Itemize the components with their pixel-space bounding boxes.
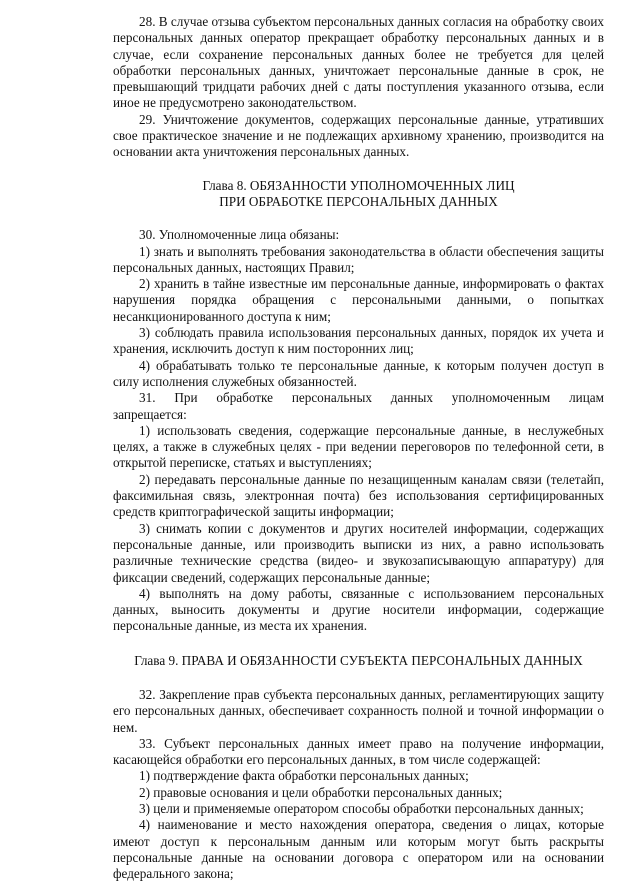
chapter-9-heading: Глава 9. ПРАВА И ОБЯЗАННОСТИ СУБЪЕКТА ПЕРСОНАЛЬНЫХ ДАННЫХ [134, 652, 583, 668]
spacer [113, 210, 604, 227]
paragraph-30-item-3: 3) соблюдать правила использования персональных данных, порядок их учета и хранения, исключить доступ к ним посторонних лиц; [113, 325, 604, 357]
chapter-8-heading-line-1: Глава 8. ОБЯЗАННОСТИ УПОЛНОМОЧЕННЫХ ЛИЦ [202, 177, 515, 193]
paragraph-28: 28. В случае отзыва субъектом персональных данных согласия на обработку своих персональных данных оператор прекращает обработку персональных данных и в случае, если сохранение персональных данных более не требуется для целей обработки персональных данных, уничтожает персональные данные в срок, не превышающий тридцати рабочих дней с даты поступления указанного отзыва, если иное не предусмотрено законодательством. [113, 14, 605, 111]
paragraph-29: 29. Уничтожение документов, содержащих персональные данные, утративших свое практическое значение и не подлежащих архивному хранению, производится на основании акта уничтожения персональных данных. [113, 111, 604, 160]
paragraph-33-item-3: 3) цели и применяемые оператором способы обработки персональных данных; [139, 801, 584, 817]
paragraph-32: 32. Закрепление прав субъекта персональных данных, регламентирующих защиту его персональных данных, обеспечивает сохранность полной и точной информации о нем. [113, 686, 604, 735]
paragraph-31-line-1: 31. При обработке персональных данных уполномоченным лицам [139, 390, 604, 406]
chapter-8-heading-line-2: ПРИ ОБРАБОТКЕ ПЕРСОНАЛЬНЫХ ДАННЫХ [219, 193, 498, 209]
spacer [113, 669, 604, 687]
paragraph-31-item-1: 1) использовать сведения, содержащие персональные данные, в неслужебных целях, а также в служебных целях - при ведении переговоров по телефонной сети, в открытой переписке, статьях и выступлениях; [113, 422, 604, 471]
paragraph-30-item-2: 2) хранить в тайне известные им персональные данные, информировать о фактах нарушения порядка обращения с персональными данными, о попытках несанкционированного доступа к ним; [113, 276, 604, 324]
spacer [113, 635, 604, 653]
paragraph-31-item-2: 2) передавать персональные данные по незащищенным каналам связи (телетайп, факсимильная связь, электронная почта) без использования сертифицированных средств криптографической защиты информации; [113, 471, 604, 520]
paragraph-30-item-1: 1) знать и выполнять требования законодательства в области обеспечения защиты персональных данных, настоящих Правил; [113, 243, 604, 275]
paragraph-30: 30. Уполномоченные лица обязаны: [139, 227, 340, 243]
paragraph-31-line-2: запрещается: [113, 406, 187, 422]
spacer [113, 161, 604, 178]
paragraph-30-item-4: 4) обрабатывать только те персональные данные, к которым получен доступ в силу исполнения служебных обязанностей. [113, 357, 604, 389]
paragraph-31-item-3: 3) снимать копии с документов и других носителей информации, содержащих персональные данные, или производить выписки из них, а равно использовать различные технические средства (видео- и звукозаписывающую аппаратуру) для фиксации сведений, содержащих персональные данные; [113, 520, 604, 585]
paragraph-33-item-4: 4) наименование и место нахождения оператора, сведения о лицах, которые имеют доступ к персональным данным или которым могут быть раскрыты персональные данные на основании договора с оператором или на основании федерального закона; [113, 817, 604, 882]
paragraph-33: 33. Субъект персональных данных имеет право на получение информации, касающейся обработки его персональных данных, в том числе содержащей: [113, 735, 604, 768]
paragraph-33-item-1: 1) подтверждение факта обработки персональных данных; [139, 768, 469, 784]
paragraph-31-item-4: 4) выполнять на дому работы, связанные с использованием персональных данных, выносить документы и другие носители информации, содержащие персональные данные, из места их хранения. [113, 585, 604, 634]
paragraph-33-item-2: 2) правовые основания и цели обработки персональных данных; [139, 784, 503, 800]
